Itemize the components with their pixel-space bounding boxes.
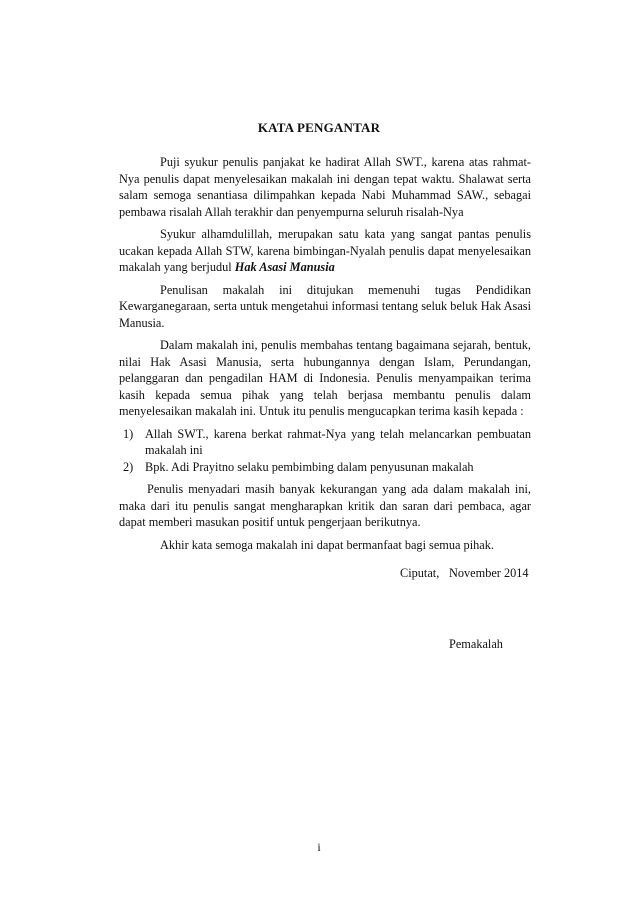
signature-date: November 2014	[449, 566, 529, 580]
list-item	[119, 459, 531, 476]
paragraph-opening: Puji syukur penulis panjakat ke hadirat Allah SWT., karena atas rahmat-Nya penulis dapat menyelesaikan makalah ini dengan tepat waktu. Shalawat serta salam semoga senantiasa dilimpahkan kepada Nabi Muhammad SAW., sebagai pembawa risalah Allah terakhir dan penyempurna seluruh risalah-Nya	[119, 155, 531, 219]
paragraph-shortcomings: Penulis menyadari masih banyak kekurangan yang ada dalam makalah ini, maka dari itu penulis sangat mengharapkan kritik dan saran dari pembaca, agar dapat memberi masukan positif untuk pengerjaan berikutnya.	[119, 482, 531, 529]
document-body	[119, 154, 531, 553]
list-item-text: Bpk. Adi Prayitno selaku pembimbing dalam penyusunan makalah	[145, 459, 474, 474]
paragraph-closing: Akhir kata semoga makalah ini dapat bermanfaat bagi semua pihak.	[160, 537, 494, 552]
paragraph-content: Dalam makalah ini, penulis membahas tentang bagaimana sejarah, bentuk, nilai Hak Asasi Manusia, serta hubungannya dengan Islam, Perundangan, pelanggaran dan pengadilan HAM di Indonesia. Penulis menyampaikan terima kasih kepada semua pihak yang telah berjasa membantu penulis dalam menyelesaikan makalah ini. Untuk itu penulis mengucapkan terima kasih kepada :	[119, 338, 531, 418]
paragraph-purpose: Penulisan makalah ini ditujukan memenuhi tugas Pendidikan Kewarganegaraan, serta untuk mengetahui informasi tentang seluk beluk Hak Asasi Manusia.	[119, 282, 531, 330]
paper-title-emphasis: Hak Asasi Manusia	[234, 260, 335, 274]
page-number: i	[317, 840, 321, 854]
list-item	[119, 426, 531, 459]
list-item-number: 2)	[123, 459, 134, 474]
list-item-number: 1)	[123, 426, 134, 441]
paragraph-gratitude	[119, 226, 531, 276]
paragraph-gratitude-text: Syukur alhamdulillah, merupakan satu kata yang sangat pantas penulis ucakan kepada Allah STW, karena bimbingan-Nyalah penulis dapat menyelesaikan makalah yang berjudul	[119, 227, 531, 274]
signature-author: Pemakalah	[449, 637, 503, 651]
list-item-text: Allah SWT., karena berkat rahmat-Nya yang telah melancarkan pembuatan makalah ini	[145, 426, 531, 457]
signature-place: Ciputat,	[400, 566, 440, 580]
thanks-list	[119, 426, 531, 476]
page-title: KATA PENGANTAR	[257, 120, 381, 135]
